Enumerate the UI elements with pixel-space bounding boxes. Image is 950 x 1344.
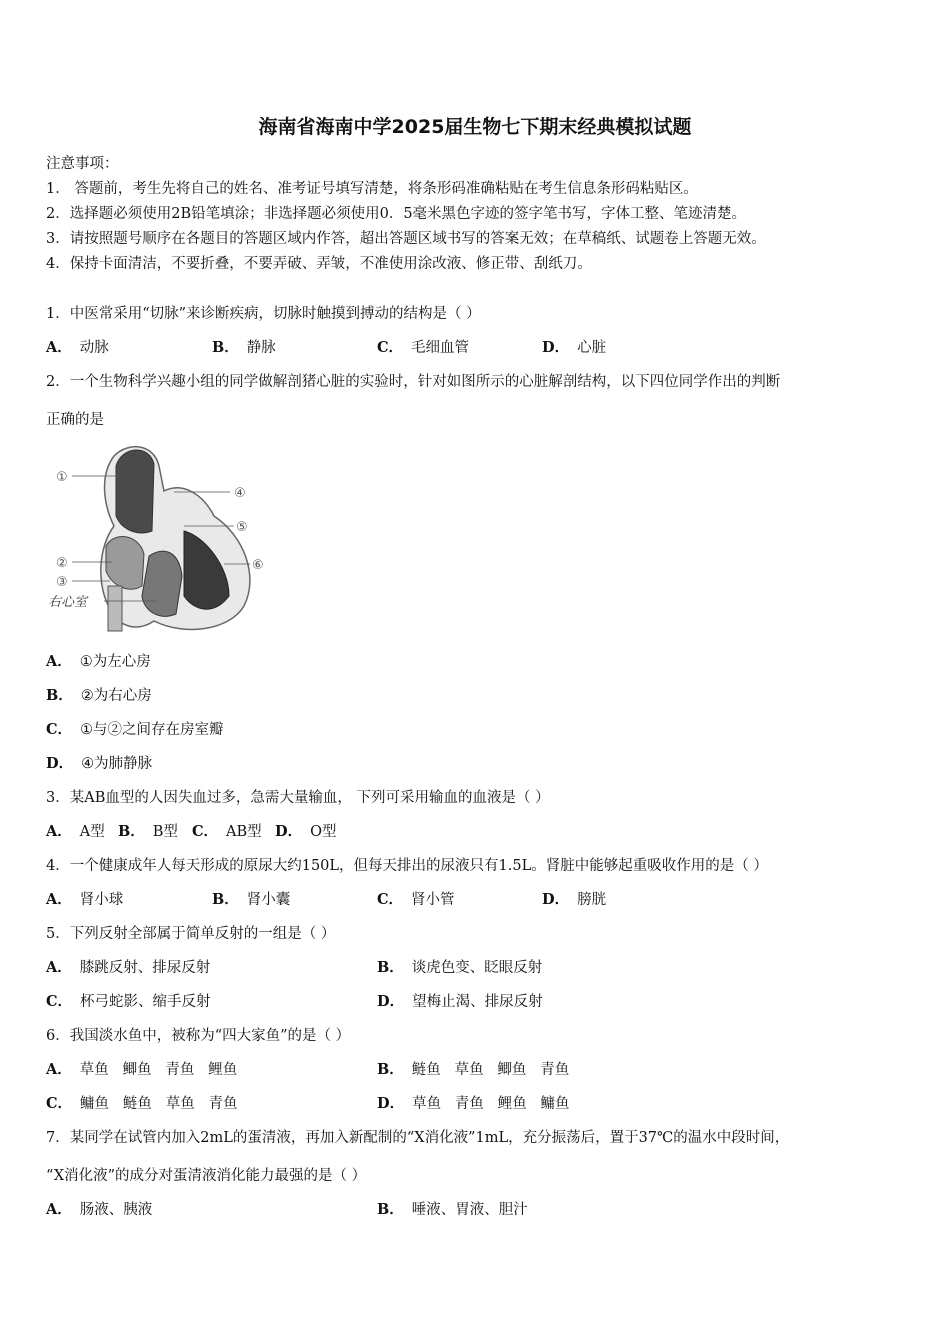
option-letter: B． (46, 687, 73, 704)
option-text: 肾小囊 (246, 892, 291, 908)
q1-option-d (542, 336, 606, 357)
option-text: 毛细血管 (411, 340, 470, 356)
notice-item: 2．选择题必须使用2B铅笔填涂；非选择题必须使用0．5毫米黑色字迹的签字笔书写，字体工整、笔迹清楚。 (46, 206, 747, 222)
notice-item: 1． 答题前，考生先将自己的姓名、准考证号填写清楚，将条形码准确粘贴在考生信息条形码粘贴区。 (46, 181, 698, 197)
option-letter: C． (377, 891, 404, 908)
q3-option-a (46, 820, 105, 841)
option-letter: A． (46, 653, 72, 670)
label-6: ⑥ (252, 558, 264, 573)
option-text: 草鱼 青鱼 鲤鱼 鳙鱼 (412, 1096, 570, 1112)
q5-option-c (46, 990, 211, 1011)
q3-option-b (118, 820, 178, 841)
question-7-stem-cont: “X消化液”的成分对蛋清液消化能力最强的是（ ） (46, 1168, 367, 1184)
option-letter: D． (275, 823, 303, 840)
question-4-stem: 4．一个健康成年人每天形成的原尿大约150L，但每天排出的尿液只有1.5L。肾脏中能够起重吸收作用的是（ ） (46, 858, 768, 874)
label-2: ② (56, 556, 68, 571)
option-letter: B． (377, 1061, 404, 1078)
label-3: ③ (56, 575, 68, 590)
option-text: 肠液、胰液 (79, 1202, 153, 1218)
q1-option-c (377, 336, 469, 357)
ventricle-septum-shape (142, 551, 182, 616)
question-1-stem: 1．中医常采用“切脉”来诊断疾病，切脉时触摸到搏动的结构是（ ） (46, 306, 481, 322)
option-letter: C． (46, 1095, 73, 1112)
q5-option-b (377, 956, 542, 977)
option-text: 草鱼 鲫鱼 青鱼 鲤鱼 (79, 1062, 238, 1078)
question-7-stem: 7．某同学在试管内加入2mL的蛋清液，再加入新配制的“X消化液”1mL，充分振荡后，置于37℃的温水中段时间， (46, 1130, 790, 1146)
q6-option-b (377, 1058, 569, 1079)
option-text: 心脏 (577, 340, 607, 356)
option-text: 静脉 (246, 340, 276, 356)
label-right-ventricle: 右心室 (48, 595, 88, 610)
option-text: 肾小球 (79, 892, 124, 908)
option-text: 望梅止渴、排尿反射 (412, 994, 543, 1010)
label-5: ⑤ (236, 520, 248, 535)
option-text: 鳙鱼 鲢鱼 草鱼 青鱼 (80, 1096, 238, 1112)
question-5-stem: 5．下列反射全部属于简单反射的一组是（ ） (46, 926, 336, 942)
option-letter: D． (46, 755, 74, 772)
q5-option-d (377, 990, 543, 1011)
option-text: 膝跳反射、排尿反射 (79, 960, 211, 976)
option-letter: A． (46, 1061, 72, 1078)
option-letter: C． (377, 339, 404, 356)
option-letter: B． (212, 891, 239, 908)
option-text: A型 (79, 824, 105, 840)
q2-option-b (46, 684, 152, 705)
option-letter: B． (212, 339, 239, 356)
option-letter: D． (377, 993, 405, 1010)
q2-option-c (46, 718, 224, 739)
option-text: 膀胱 (577, 892, 607, 908)
q4-option-d (542, 888, 606, 909)
option-letter: D． (542, 891, 570, 908)
notice-heading: 注意事项： (46, 156, 119, 172)
option-letter: A． (46, 959, 72, 976)
option-letter: D． (377, 1095, 405, 1112)
option-text: ④为肺静脉 (81, 756, 153, 772)
q6-option-d (377, 1092, 570, 1113)
option-text: B型 (152, 824, 178, 840)
q4-option-c (377, 888, 455, 909)
q2-option-a (46, 650, 151, 671)
option-text: ②为右心房 (80, 688, 152, 704)
option-text: ①为左心房 (79, 654, 151, 670)
option-letter: C． (192, 823, 219, 840)
label-4: ④ (234, 486, 246, 501)
option-letter: A． (46, 1201, 72, 1218)
exam-title: 海南省海南中学2025届生物七下期末经典模拟试题 (258, 116, 692, 138)
q1-option-b (212, 336, 276, 357)
q2-option-d (46, 752, 152, 773)
label-1: ① (56, 470, 68, 485)
q5-option-a (46, 956, 210, 977)
q3-option-c (192, 820, 262, 841)
option-letter: B． (118, 823, 145, 840)
option-letter: A． (46, 823, 72, 840)
q7-option-b (377, 1198, 528, 1219)
notice-item: 3．请按照题号顺序在各题目的答题区域内作答，超出答题区域书写的答案无效；在草稿纸、试题卷上答题无效。 (46, 231, 766, 247)
option-text: 杯弓蛇影、缩手反射 (80, 994, 211, 1010)
option-letter: C． (46, 721, 73, 738)
question-6-stem: 6．我国淡水鱼中，被称为“四大家鱼”的是（ ） (46, 1028, 351, 1044)
option-text: 肾小管 (411, 892, 455, 908)
question-2-stem-cont: 正确的是 (46, 412, 104, 428)
option-letter: A． (46, 339, 72, 356)
q3-option-d (275, 820, 336, 841)
heart-diagram (44, 436, 274, 636)
option-text: O型 (310, 824, 337, 840)
notice-item: 4．保持卡面清洁，不要折叠，不要弄破、弄皱，不准使用涂改液、修正带、刮纸刀。 (46, 256, 592, 272)
option-letter: A． (46, 891, 72, 908)
q7-option-a (46, 1198, 152, 1219)
aorta-shape (116, 450, 154, 533)
option-letter: B． (377, 959, 404, 976)
option-text: 谈虎色变、眨眼反射 (411, 960, 543, 976)
option-text: 唾液、胃液、胆汁 (411, 1202, 528, 1218)
q6-option-c (46, 1092, 238, 1113)
vena-cava-shape (108, 586, 122, 631)
q4-option-b (212, 888, 290, 909)
option-letter: C． (46, 993, 73, 1010)
question-2-stem: 2．一个生物科学兴趣小组的同学做解剖猪心脏的实验时，针对如图所示的心脏解剖结构，以下四位同学作出的判断 (46, 374, 781, 390)
option-text: 鲢鱼 草鱼 鲫鱼 青鱼 (411, 1062, 570, 1078)
q1-option-a (46, 336, 109, 357)
question-3-stem: 3．某AB血型的人因失血过多，急需大量输血， 下列可采用输血的血液是（ ） (46, 790, 550, 806)
q6-option-a (46, 1058, 237, 1079)
option-letter: D． (542, 339, 570, 356)
option-text: 动脉 (79, 340, 109, 356)
option-text: AB型 (226, 824, 262, 840)
option-letter: B． (377, 1201, 404, 1218)
q4-option-a (46, 888, 123, 909)
option-text: ①与②之间存在房室瓣 (80, 722, 224, 738)
